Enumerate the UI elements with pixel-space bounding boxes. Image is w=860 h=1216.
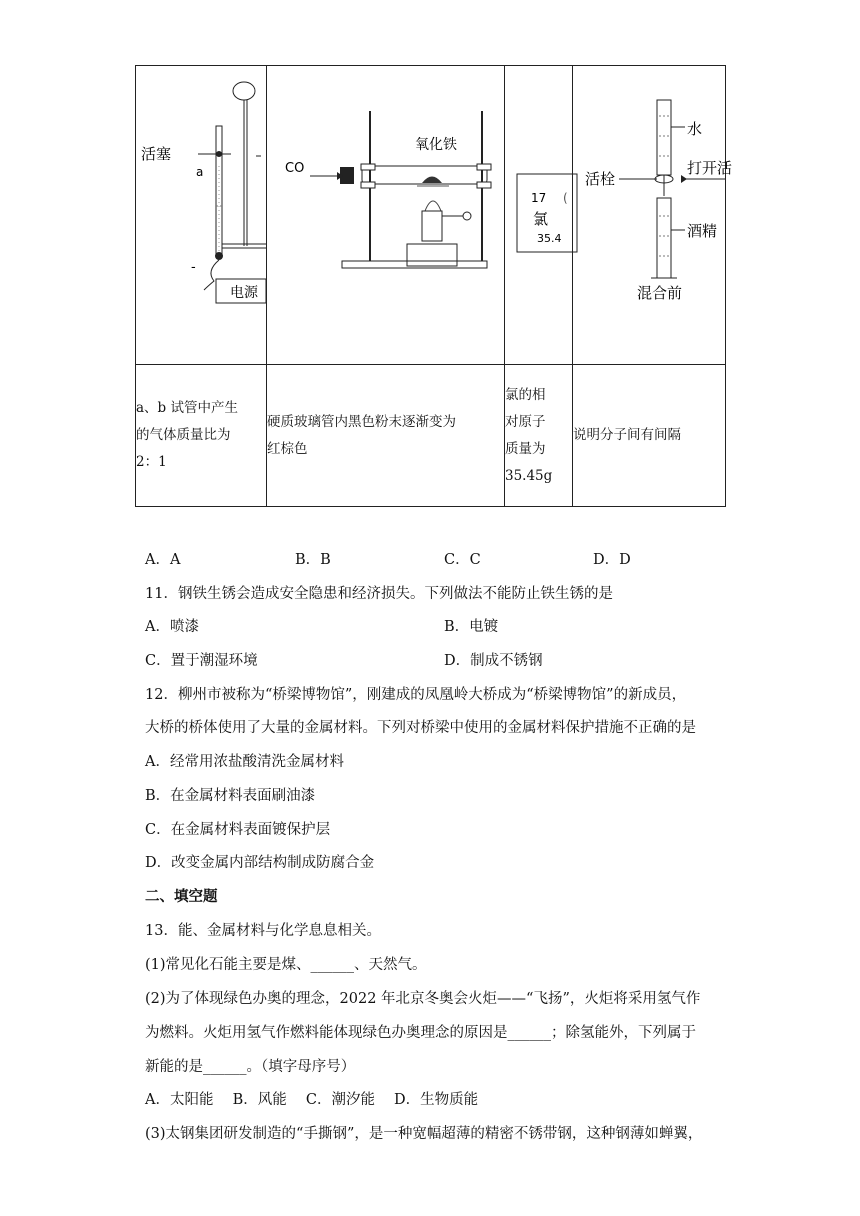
- caption-c: 氯的相 对原子 质量为 35.45g: [505, 365, 573, 507]
- label-stopcock: 活栓: [585, 170, 616, 188]
- q13-part2-line1: (2)为了体现绿色办奥的理念，2022 年北京冬奥会火炬——“飞扬”，火炬将采用氢气作: [145, 991, 701, 1007]
- label-open: 打开活: [687, 159, 733, 177]
- q10-option-b[interactable]: B．B: [295, 552, 331, 568]
- figure-element-cell: [505, 66, 573, 365]
- q12-stem-line2: 大桥的桥体使用了大量的金属材料。下列对桥梁中使用的金属材料保护措施不正确的是: [145, 720, 696, 736]
- q12-option-a[interactable]: A．经常用浓盐酸清洗金属材料: [145, 754, 344, 770]
- caption-a: a、b 试管中产生 的气体质量比为 2：1: [136, 365, 267, 507]
- label-iron-oxide: 氧化铁: [415, 137, 457, 153]
- experiment-table: [135, 65, 733, 507]
- section-heading: 二、填空题: [145, 889, 218, 905]
- q12-stem-line1: 12．柳州市被称为“桥梁博物馆”，刚建成的凤凰岭大桥成为“桥梁博物馆”的新成员，: [145, 687, 687, 703]
- q11-option-b[interactable]: B．电镀: [444, 619, 499, 635]
- q10-option-a[interactable]: A．A: [145, 552, 181, 568]
- electrolysis-diagram: [136, 66, 267, 360]
- q13-part2-options[interactable]: A．太阳能 B．风能 C．潮汐能 D．生物质能: [145, 1092, 479, 1108]
- label-power: 电源: [230, 285, 258, 301]
- label-water: 水: [687, 120, 703, 138]
- q12-option-c[interactable]: C．在金属材料表面镀保护层: [145, 822, 331, 838]
- label-alcohol: 酒精: [687, 222, 718, 240]
- element-cell-diagram: [505, 66, 573, 360]
- label-minus: -: [191, 260, 196, 275]
- label-co: CO: [285, 161, 305, 176]
- figure-co-reduction: [267, 66, 505, 365]
- q13-part2-line2: 为燃料。火炬用氢气作燃料能体现绿色办奥理念的原因是______；除氢能外，下列属于: [145, 1025, 696, 1041]
- q10-option-c[interactable]: C．C: [444, 552, 481, 568]
- q11-option-c[interactable]: C．置于潮湿环境: [145, 653, 258, 669]
- q13-part1: (1)常见化石能主要是煤、______、天然气。: [145, 957, 427, 973]
- q13-part2-line3: 新能的是______。（填字母序号）: [145, 1059, 356, 1075]
- q11-option-a[interactable]: A．喷漆: [145, 619, 199, 635]
- q13-part3: (3)太钢集团研发制造的“手撕钢”，是一种宽幅超薄的精密不锈带钢，这种钢薄如蝉翼，: [145, 1126, 703, 1142]
- q13-stem: 13．能、金属材料与化学息息相关。: [145, 923, 381, 939]
- label-tube-a: a: [196, 165, 204, 179]
- q11-stem: 11．钢铁生锈会造成安全隐患和经济损失。下列做法不能防止铁生锈的是: [145, 586, 613, 602]
- co-reduction-diagram: [267, 66, 505, 360]
- label-element: 氯: [533, 210, 549, 228]
- label-atomic-number: 17: [531, 191, 547, 205]
- q10-option-d[interactable]: D．D: [593, 552, 631, 568]
- caption-d: 说明分子间有间隔: [573, 365, 726, 507]
- caption-b: 硬质玻璃管内黑色粉末逐渐变为 红棕色: [267, 365, 505, 507]
- q11-option-d[interactable]: D．制成不锈钢: [444, 653, 543, 669]
- svg-text:(: (: [563, 191, 568, 205]
- mixing-diagram: [573, 66, 733, 360]
- q12-option-d[interactable]: D．改变金属内部结构制成防腐合金: [145, 855, 375, 871]
- figure-electrolysis: [136, 66, 267, 365]
- label-valve: 活塞: [141, 145, 172, 163]
- label-before-mixing: 混合前: [637, 284, 683, 302]
- figure-mixing: [573, 66, 733, 365]
- q12-option-b[interactable]: B．在金属材料表面刷油漆: [145, 788, 316, 804]
- label-atomic-mass: 35.4: [537, 232, 562, 245]
